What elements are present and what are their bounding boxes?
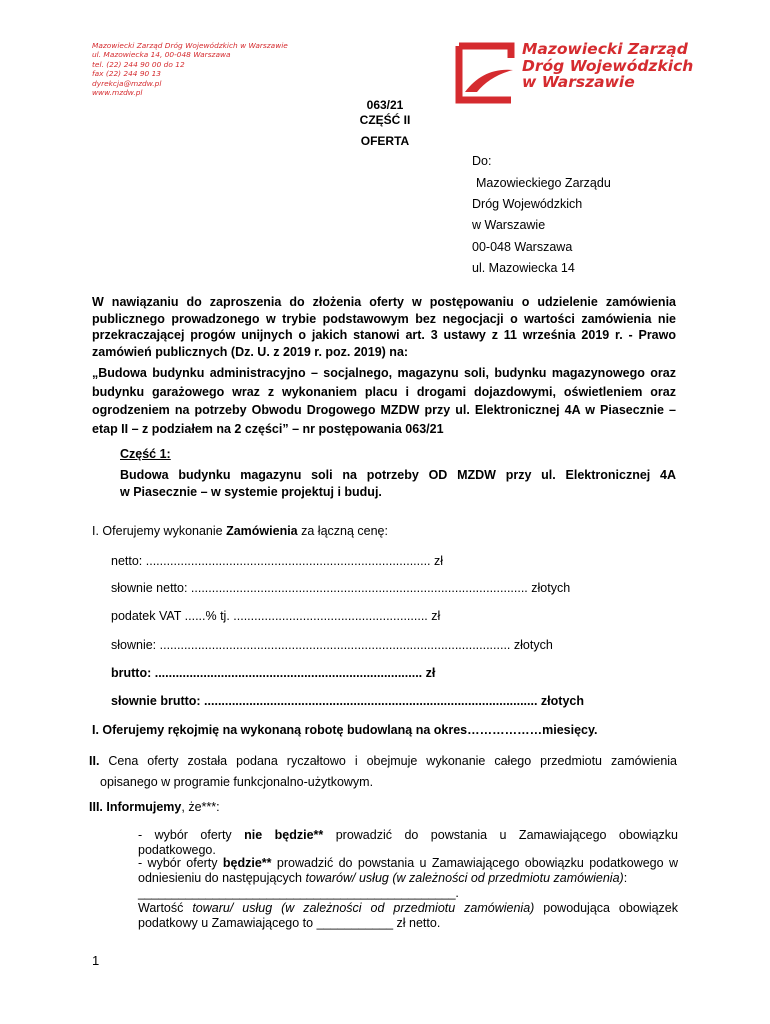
part1-description	[120, 467, 676, 501]
option-text: :	[623, 871, 628, 885]
offer-intro-text: I. Oferujemy wykonanie	[92, 524, 227, 538]
section-ii-line2: opisanego w programie funkcjonalno-użytkowym.	[100, 775, 374, 789]
header-line: www.mzdw.pl	[92, 88, 143, 98]
option-text: prowadzić do powstania u Zamawiającego obowiązku	[323, 828, 678, 842]
intro-line: przekraczającej progów unijnych o jakich stanowi art. 3 ustawy z 11 września 2019 r. - Prawo	[92, 328, 676, 342]
option-text: - wybór oferty	[138, 856, 223, 870]
slownie-field[interactable]: słownie: ..................................................................................................... złotych	[111, 638, 553, 652]
logo-wordmark	[522, 41, 693, 91]
section-iii-bold: III. Informujemy	[89, 800, 182, 814]
offer-intro-text: za łączną cenę:	[297, 524, 388, 538]
option-text: prowadzić do powstania u Zamawiającego obowiązku podatkowego w	[271, 856, 678, 870]
netto-field[interactable]: netto: .................................................................................. zł	[111, 554, 444, 568]
logo-line: Mazowiecki Zarząd	[522, 40, 688, 58]
option-bold: nie będzie**	[244, 828, 324, 842]
offer-intro-bold: Zamówienia	[226, 524, 298, 538]
blank-fill-line[interactable]: _______________________________________________.	[138, 886, 459, 900]
option-bold: będzie**	[222, 856, 272, 870]
header-contact-block	[92, 41, 288, 97]
section-iii-rest: , że***:	[181, 800, 220, 814]
mzdw-logo-icon	[455, 40, 517, 104]
brutto-field[interactable]: brutto: ............................................................................. zł	[111, 666, 436, 680]
subject-paragraph	[92, 364, 676, 438]
value-italic: towaru/ usług (w zależności od przedmiotu zamówienia)	[192, 901, 535, 915]
logo-line: Dróg Wojewódzkich	[522, 56, 694, 75]
value-line2: podatkowy u Zamawiającego to ___________ zł netto.	[138, 916, 441, 930]
option-line: podatkowego.	[138, 843, 216, 857]
part1-line: w Piasecznie – w systemie projektuj i buduj.	[120, 485, 382, 499]
value-line	[138, 901, 678, 916]
addressee-line: ul. Mazowiecka 14	[472, 261, 575, 275]
intro-line: zamówień publicznych (Dz. U. z 2019 r. poz. 2019) na:	[92, 344, 409, 359]
header-line: fax (22) 244 90 13	[92, 69, 161, 79]
option-line	[138, 828, 678, 843]
option-text: odniesieniu do następujących	[138, 871, 306, 885]
subject-line: „Budowa budynku administracyjno – socjalnego, magazynu soli, budynku magazynowego oraz	[92, 366, 676, 380]
header-line: dyrekcja@mzdw.pl	[92, 78, 162, 88]
option-line	[138, 856, 678, 871]
intro-line: publicznego prowadzonego w trybie podstawowym bez negocjacji o wartości zamówienia nie	[92, 311, 676, 326]
section-ii-num: II.	[89, 754, 100, 768]
part1-line: Budowa budynku magazynu soli na potrzeby OD MZDW przy ul. Elektronicznej 4A	[120, 468, 676, 482]
rekojmia-line: I. Oferujemy rękojmię na wykonaną robotę budowlaną na okres………………miesięcy.	[92, 723, 598, 737]
addressee-to: Do:	[472, 154, 492, 168]
doc-part: CZĘŚĆ II	[359, 113, 411, 127]
header-line: tel. (22) 244 90 00 do 12	[92, 59, 185, 69]
logo-line: w Warszawie	[522, 73, 635, 91]
vat-field[interactable]: podatek VAT ......% tj. ........................................................ zł	[111, 609, 441, 623]
intro-line: W nawiązaniu do zaproszenia do złożenia oferty w postępowaniu o udzielenie zamówienia	[92, 295, 676, 309]
option-text: - wybór oferty	[138, 828, 245, 842]
option-italic: towarów/ usług (w zależności od przedmiotu zamówienia)	[305, 871, 624, 885]
slownie-brutto-field[interactable]: słownie brutto: ................................................................................................ złotych	[111, 694, 584, 708]
intro-paragraph	[92, 294, 676, 360]
doc-number: 063/21	[366, 98, 404, 112]
subject-line: etap II – z podziałem na 2 części” – nr postępowania 063/21	[92, 421, 444, 436]
part1-label: Część 1:	[120, 447, 171, 461]
offer-intro	[92, 524, 388, 538]
section-ii	[89, 751, 677, 793]
option-nie-bedzie	[138, 828, 678, 858]
subject-line: ogrodzeniem na potrzeby Obwodu Drogowego MZDW przy ul. Elektronicznej 4A w Piasecznie –	[92, 403, 676, 417]
value-text: Wartość	[138, 901, 193, 915]
addressee-line: Dróg Wojewódzkich	[472, 197, 583, 211]
addressee-line: Mazowieckiego Zarządu	[476, 176, 611, 190]
option-line	[138, 871, 678, 886]
slownie-netto-field[interactable]: słownie netto: ................................................................................................. złotych	[111, 581, 571, 595]
addressee-line: w Warszawie	[472, 218, 546, 232]
doc-title: OFERTA	[360, 134, 410, 148]
header-line: Mazowiecki Zarząd Dróg Wojewódzkich w Warszawie	[92, 41, 288, 50]
header-line: ul. Mazowiecka 14, 00-048 Warszawa	[92, 50, 231, 60]
subject-line: budynku garażowego wraz z wykonaniem placu i drogami dojazdowymi, oświetleniem oraz	[92, 384, 676, 399]
value-text: powodująca obowiązek	[534, 901, 678, 915]
section-ii-text: Cena oferty została podana ryczałtowo i obejmuje wykonanie całego przedmiotu zamówienia	[99, 754, 677, 768]
option-bedzie	[138, 856, 678, 931]
page-number: 1	[92, 953, 100, 968]
section-ii-line1	[89, 751, 677, 772]
section-iii-heading	[89, 800, 220, 814]
addressee-line: 00-048 Warszawa	[472, 240, 573, 254]
